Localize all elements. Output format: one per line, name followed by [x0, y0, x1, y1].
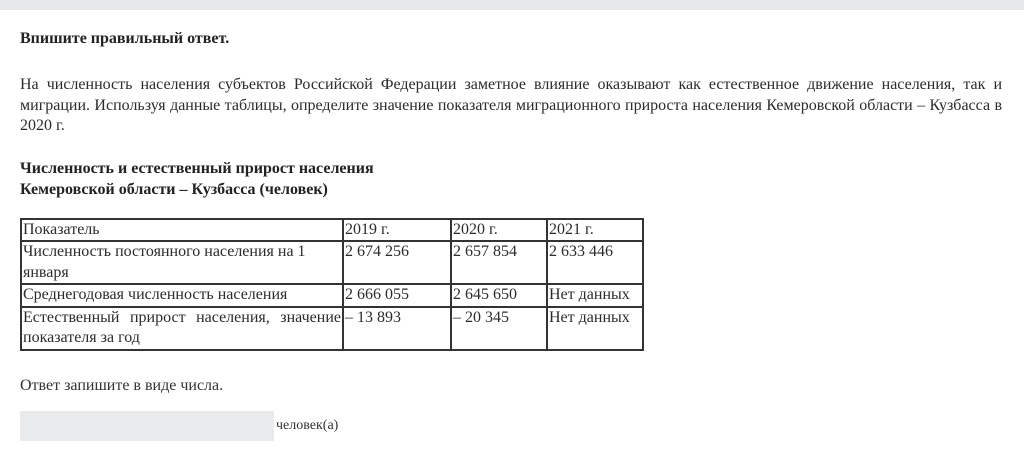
population-table	[20, 218, 644, 351]
table-cell: Естественный прирост населения, значение показателя за год	[21, 307, 343, 350]
task-intro: На численность населения субъектов Российской Федерации заметное влияние оказывают как естественное движение населения, так и миграции. Используя данные таблицы, определите значение показателя миграционного прироста населения Кемеровской области – Кузбасса в 2020 г.	[20, 76, 1002, 134]
table-title-line-2: Кемеровской области – Кузбасса (человек)	[20, 180, 328, 198]
task-heading: Впишите правильный ответ.	[20, 30, 230, 47]
table-title-line-1: Численность и естественный прирост населения	[20, 159, 374, 177]
task-content	[0, 10, 1024, 441]
table-header-row	[21, 219, 643, 242]
table-cell: Нет данных	[547, 284, 643, 307]
table-cell: 2 657 854	[451, 241, 547, 284]
table-title	[20, 158, 1002, 200]
answer-row	[20, 411, 1002, 441]
table-row	[21, 307, 643, 350]
table-row	[21, 284, 643, 307]
top-bar	[0, 0, 1024, 10]
header-cell: 2020 г.	[451, 219, 547, 242]
table-cell: 2 674 256	[343, 241, 451, 284]
table-cell: 2 633 446	[547, 241, 643, 284]
table-cell: Нет данных	[547, 307, 643, 350]
header-cell: Показатель	[21, 219, 343, 242]
header-cell: 2021 г.	[547, 219, 643, 242]
answer-unit: человек(а)	[276, 417, 339, 433]
answer-hint: Ответ запишите в виде числа.	[20, 376, 224, 394]
table-cell: Численность постоянного населения на 1 января	[21, 241, 343, 284]
answer-input[interactable]	[20, 411, 274, 441]
table-cell: Среднегодовая численность населения	[21, 284, 343, 307]
table-cell: 2 645 650	[451, 284, 547, 307]
table-cell: 2 666 055	[343, 284, 451, 307]
table-cell: – 13 893	[343, 307, 451, 350]
table-cell: – 20 345	[451, 307, 547, 350]
header-cell: 2019 г.	[343, 219, 451, 242]
table-row	[21, 241, 643, 284]
